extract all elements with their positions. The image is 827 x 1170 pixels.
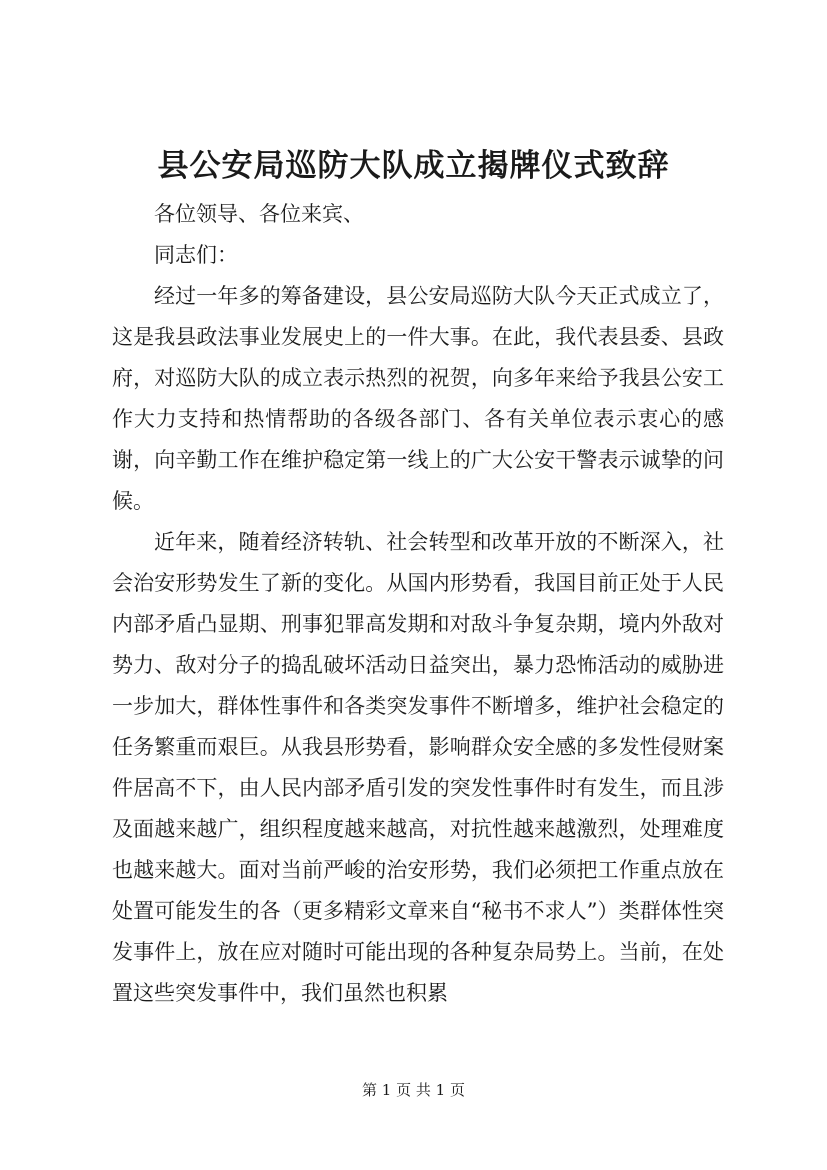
- body-paragraph: 经过一年多的筹备建设，县公安局巡防大队今天正式成立了，这是我县政法事业发展史上的一件大事。在此，我代表县委、县政府，对巡防大队的成立表示热烈的祝贺，向多年来给予我县公安工作大力支持和热情帮助的各级各部门、各有关单位表示衷心的感谢，向辛勤工作在维护稳定第一线上的广大公安干警表示诚挚的问候。: [112, 284, 724, 513]
- salutation-line: 同志们：: [154, 243, 238, 267]
- page-footer: 第 1 页 共 1 页: [362, 1081, 465, 1099]
- salutation-line: 各位领导、各位来宾、: [154, 202, 364, 226]
- document-body: [112, 194, 724, 1014]
- body-paragraph: 近年来，随着经济转轨、社会转型和改革开放的不断深入，社会治安形势发生了新的变化。从国内形势看，我国目前正处于人民内部矛盾凸显期、刑事犯罪高发期和对敌斗争复杂期，境内外敌对势力、敌对分子的捣乱破坏活动日益突出，暴力恐怖活动的威胁进一步加大，群体性事件和各类突发事件不断增多，维护社会稳定的任务繁重而艰巨。从我县形势看，影响群众安全感的多发性侵财案件居高不下，由人民内部矛盾引发的突发性事件时有发生，而且涉及面越来越广，组织程度越来越高，对抗性越来越激烈，处理难度也越来越大。面对当前严峻的治安形势，我们必须把工作重点放在处置可能发生的各（更多精彩文章来自“秘书不求人”）类群体性突发事件上，放在应对随时可能出现的各种复杂局势上。当前，在处置这些突发事件中，我们虽然也积累: [112, 530, 724, 1005]
- page-title: 县公安局巡防大队成立揭牌仪式致辞: [157, 148, 670, 184]
